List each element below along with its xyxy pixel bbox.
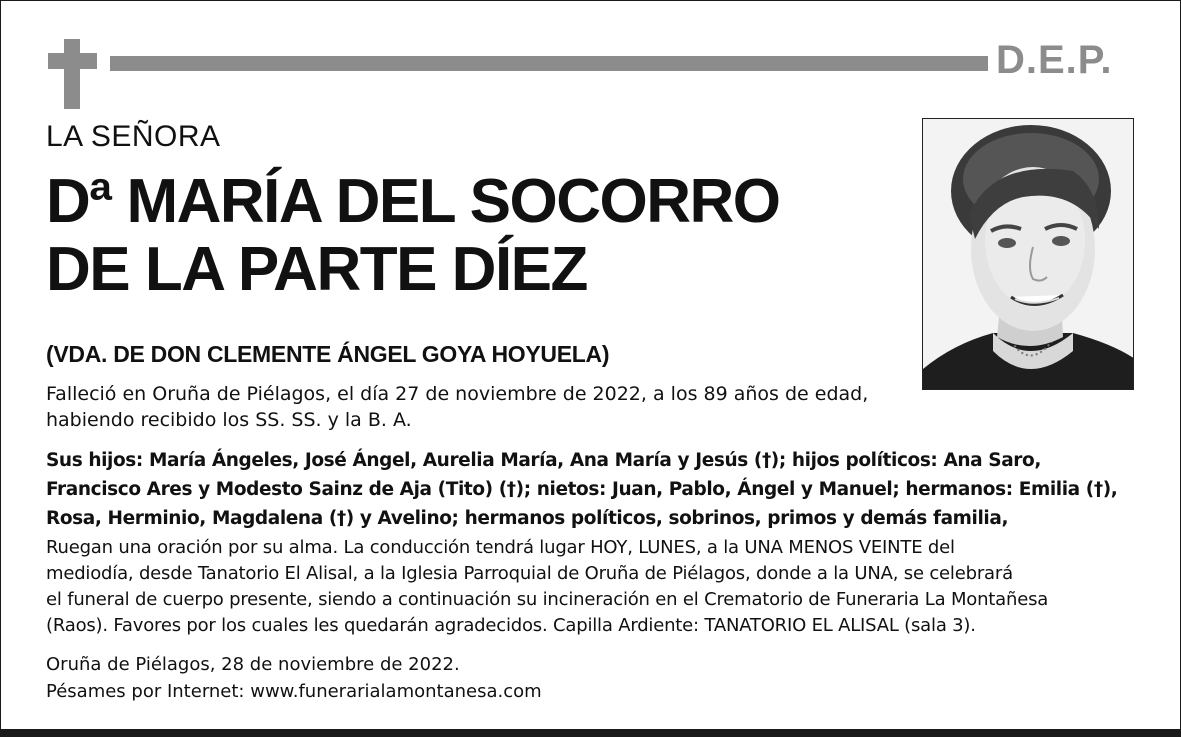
bottom-bar <box>0 729 1181 737</box>
header-rule <box>110 56 988 71</box>
intro-label: LA SEÑORA <box>46 120 221 153</box>
text-line: Falleció en Oruña de Piélagos, el día 27 de noviembre de 2022, a los 89 años de edad, <box>46 383 869 405</box>
deceased-name <box>46 168 780 304</box>
place-date-line: Oruña de Piélagos, 28 de noviembre de 2022. <box>46 654 460 675</box>
footer-paragraph <box>46 651 846 705</box>
text-line: Sus hijos: María Ángeles, José Ángel, Aurelia María, Ana María y Jesús (†); hijos políticos: Ana Saro, <box>46 450 1041 471</box>
death-paragraph <box>46 381 916 433</box>
text-line: Ruegan una oración por su alma. La conducción tendrá lugar HOY, LUNES, a la UNA MENOS VEINTE del <box>46 537 955 558</box>
name-line: DE LA PARTE DÍEZ <box>46 235 587 304</box>
prayer-paragraph <box>46 535 1156 639</box>
text-line: habiendo recibido los SS. SS. y la B. A. <box>46 409 412 431</box>
text-line: (Raos). Favores por los cuales les quedarán agradecidos. Capilla Ardiente: TANATORIO EL ALISAL (sala 3). <box>46 615 976 636</box>
text-line: Rosa, Herminio, Magdalena (†) y Avelino; hermanos políticos, sobrinos, primos y demás familia, <box>46 508 1009 529</box>
family-paragraph <box>46 446 1166 533</box>
text-line: Francisco Ares y Modesto Sainz de Aja (Tito) (†); nietos: Juan, Pablo, Ángel y Manuel; hermanos: Emilia (†), <box>46 479 1118 500</box>
text-line: el funeral de cuerpo presente, siendo a continuación su incineración en el Crematorio de Funeraria La Montañesa <box>46 589 1049 610</box>
condolences-line: Pésames por Internet: www.funerarialamontanesa.com <box>46 681 542 702</box>
widow-of-line: (VDA. DE DON CLEMENTE ÁNGEL GOYA HOYUELA) <box>46 341 610 367</box>
text-line: mediodía, desde Tanatorio El Alisal, a la Iglesia Parroquial de Oruña de Piélagos, donde a la UNA, se celebrará <box>46 563 1013 584</box>
name-line: Dª MARÍA DEL SOCORRO <box>46 167 780 236</box>
portrait-photo <box>922 118 1134 390</box>
dep-label: D.E.P. <box>996 38 1113 82</box>
